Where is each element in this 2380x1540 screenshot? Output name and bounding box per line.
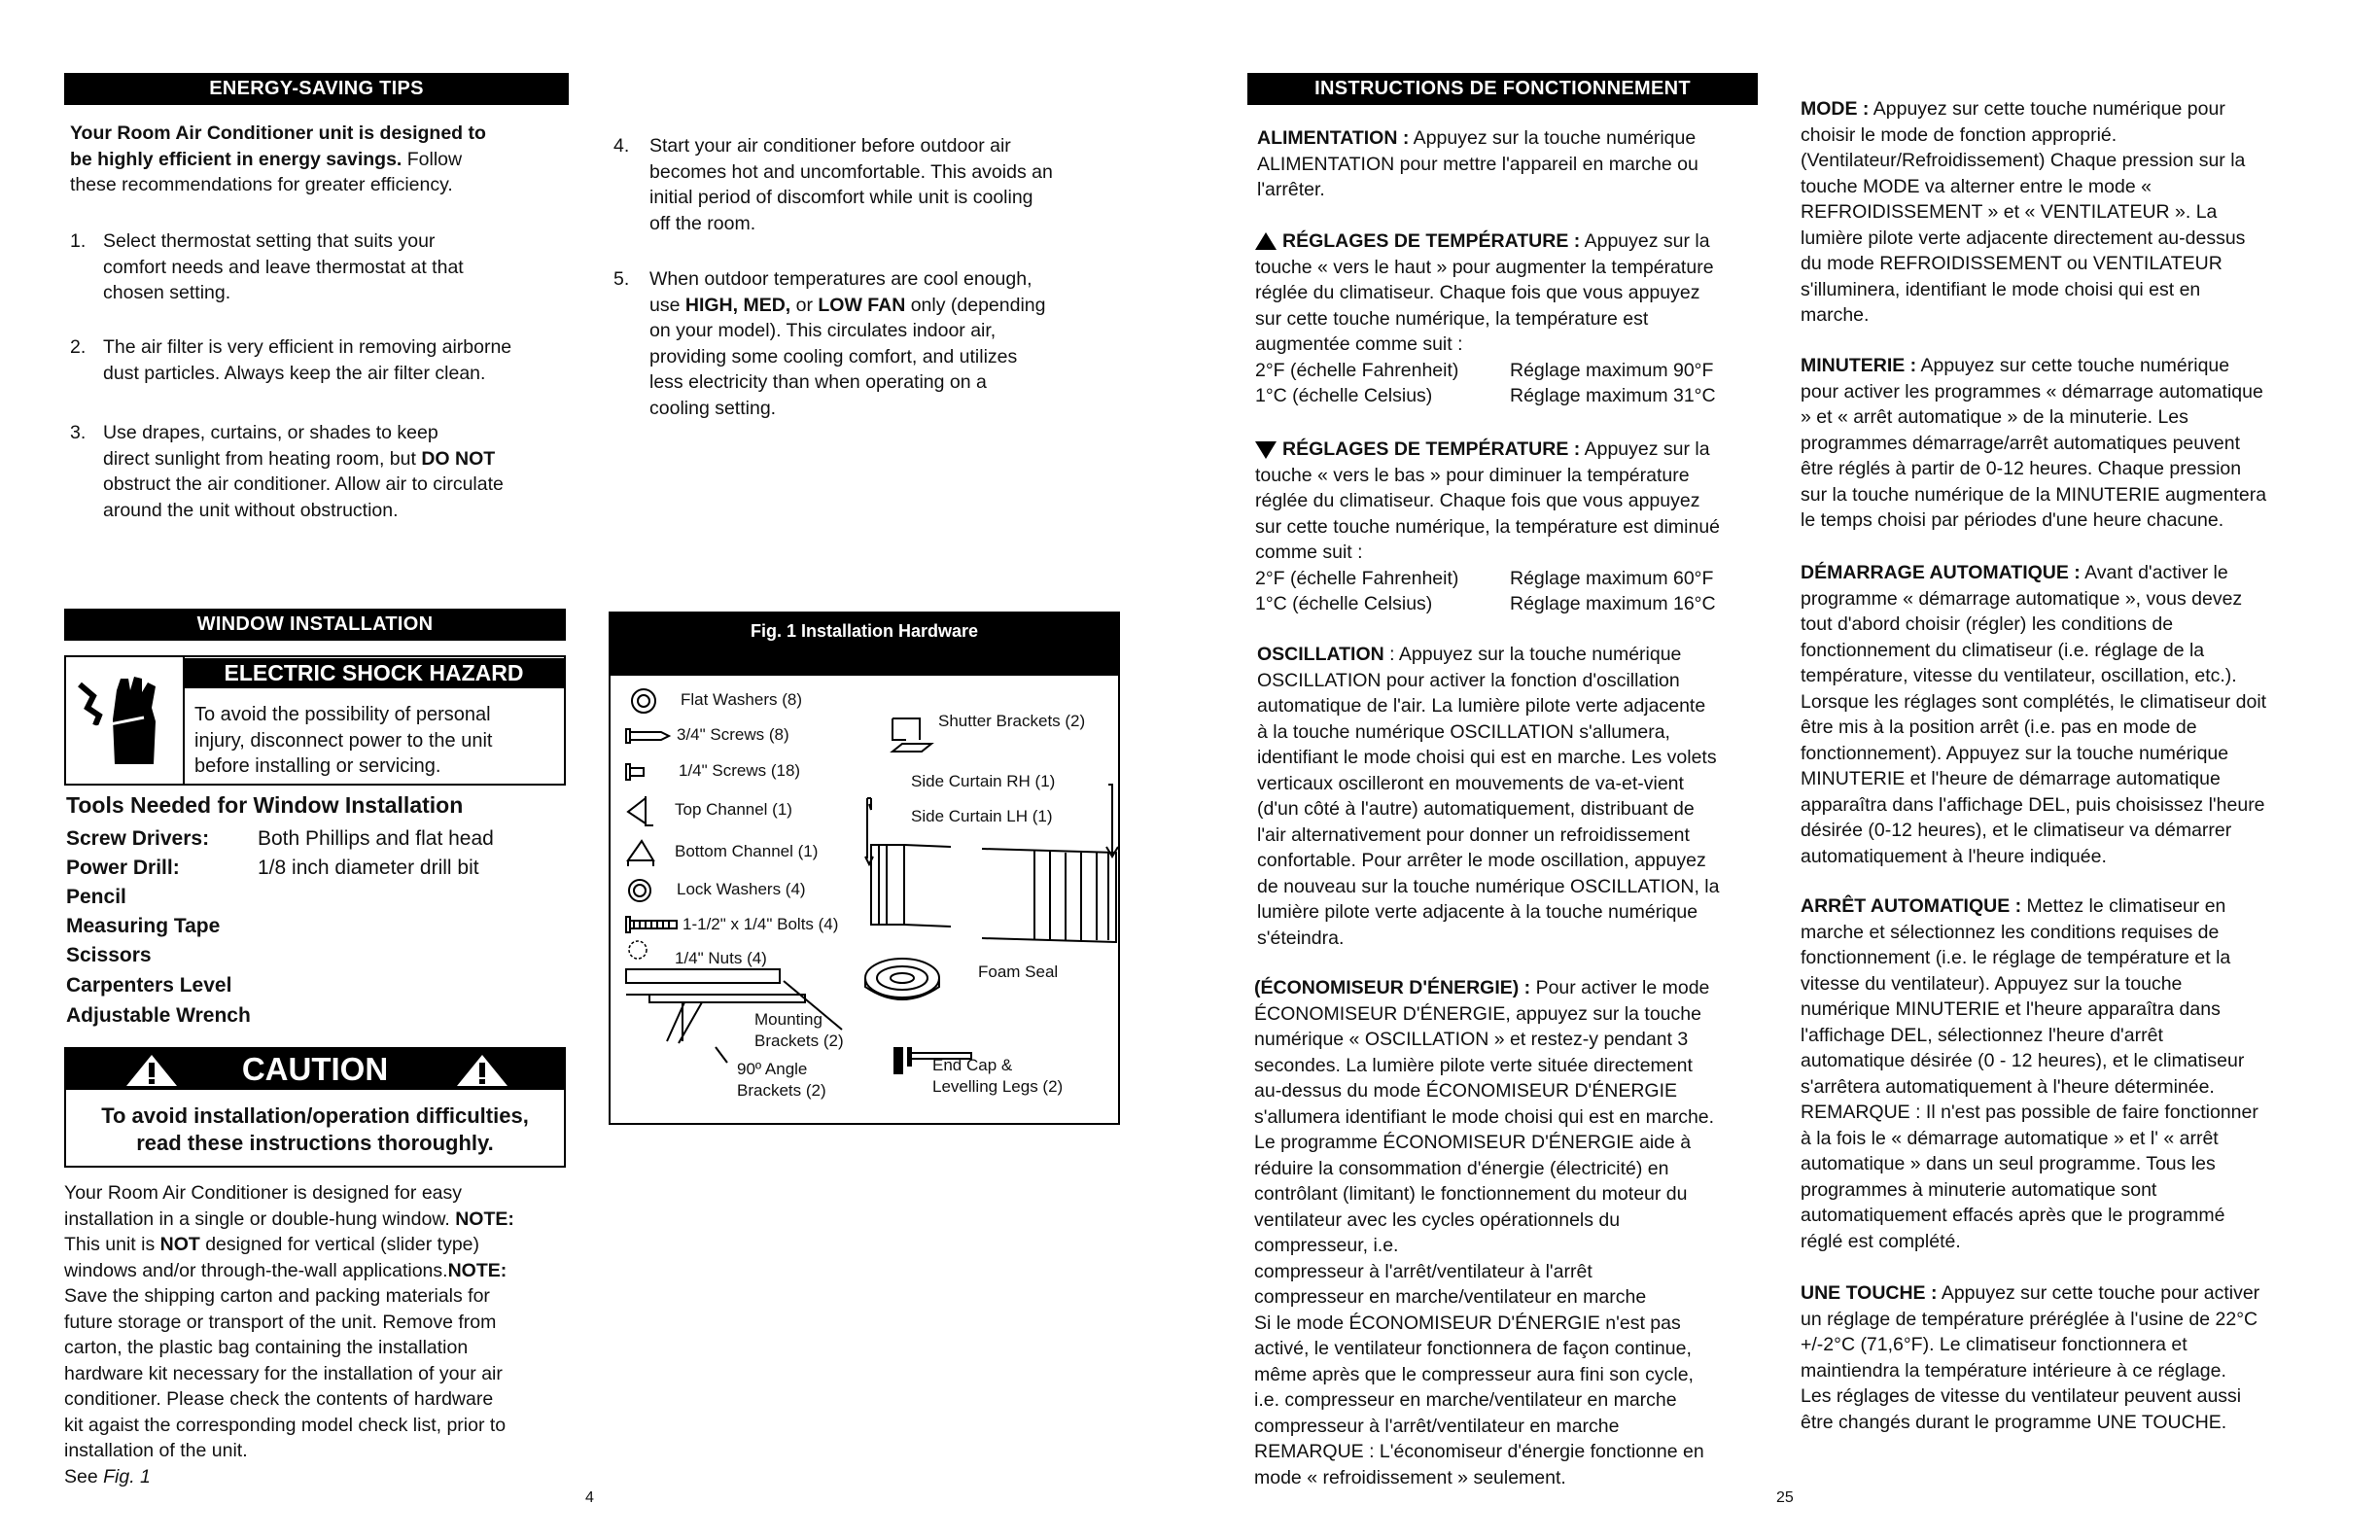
italic-text: Fig. 1 [103, 1465, 151, 1488]
section-economiseur [1254, 975, 1779, 1490]
screw-34-icon [626, 729, 669, 743]
nut-icon [629, 941, 647, 959]
caution-title: CAUTION [241, 1051, 389, 1087]
tip-number-5: 5. [613, 268, 630, 290]
warning-triangle-icon [124, 1053, 179, 1088]
up-arrow-icon [1255, 232, 1277, 250]
shock-hazard-title-band [184, 658, 564, 688]
bold-text: DÉMARRAGE AUTOMATIQUE : [1801, 562, 2081, 583]
temp-down-row [1255, 591, 1780, 617]
tool-name: Power Drill: [66, 857, 180, 879]
bold-text: NOT [159, 1234, 200, 1255]
tip-number-3: 3. [70, 422, 87, 443]
bold-text: NOTE: [447, 1259, 508, 1281]
bolt-icon [626, 917, 677, 932]
page-number-right: 25 [1776, 1489, 1794, 1506]
label-bottom-channel: Bottom Channel (1) [675, 842, 819, 860]
section-demarrage [1801, 560, 2335, 869]
section-temp-down [1255, 437, 1780, 617]
bold-text: ARRÊT AUTOMATIQUE : [1801, 895, 2022, 917]
bold-text: DO NOT [421, 447, 496, 470]
text-run: or [790, 294, 819, 316]
text-run: This unit is [64, 1234, 156, 1255]
tool-scissors: Scissors [66, 944, 152, 966]
temp-step: 2°F (échelle Fahrenheit) [1255, 567, 1459, 589]
tip-4-text [649, 133, 1126, 236]
page-number-left: 4 [585, 1489, 594, 1506]
text-run: Save the shipping carton and packing materials for future storage or transport of the unit. Remove from carton, the plastic bag containing the installation hardware kit necessary for the installation of your air conditioner. Please check the contents of hardware kit agaist the corresponding model check list, prior to installation of the unit. See [64, 1285, 507, 1488]
section-temp-up [1255, 228, 1780, 409]
text-run: Your Room Air Conditioner is designed for easy installation in a single or double-hung window. [64, 1182, 463, 1230]
text-run: only (depending on your model). This circulates indoor air, providing some cooling comfort, and utilizes less electricity than when operating on a cooling setting. [649, 294, 1046, 419]
tip-2-text [103, 334, 579, 386]
temp-up-text [1255, 228, 1780, 358]
tip-number-4: 4. [613, 135, 630, 157]
tool-pencil: Pencil [66, 886, 126, 908]
temp-down-text [1255, 437, 1780, 566]
text-run: Appuyez sur cette touche numérique pour choisir le mode de fonction approprié. (Ventilateur/Refroidissement) Chaque pression sur la touche MODE va alterner entre le mode « REFROIDISSEMENT » et « VENTILATEUR ». La lumière pilote verte adjacente directement au-dessus du mode REFROIDISSEMENT ou VENTILATEUR s'illuminera, identifiant le mode choisi qui est en marche. [1801, 98, 2246, 326]
text-run: Use drapes, curtains, or shades to keep direct sunlight from heating room, but [103, 422, 438, 470]
tools-heading: Tools Needed for Window Installation [66, 792, 464, 818]
window-installation-title: WINDOW INSTALLATION [196, 613, 434, 635]
lock-washer-icon [629, 880, 650, 901]
text-run: : Appuyez sur la touche numérique OSCILLATION pour activer la fonction d'oscillation automatique de l'air. La lumière pilote verte adjacente à la touche numérique OSCILLATION s'allumera, identifiant le mode choisi qui est en marche. Les volets verticaux oscilleront en mouvements de va-et-vient (d'un côté à l'autre) automatiquement, distribuant de l'air alternativement pour donner un refroidissement confortable. Pour arrêter le mode oscillation, appuyez de nouveau sur la touche numérique OSCILLATION, la lumière pilote verte adjacente à la touche numérique s'éteindra. [1257, 644, 1720, 949]
tool-screw-drivers [66, 827, 494, 851]
tool-carpenters-level: Carpenters Level [66, 974, 232, 997]
warning-triangle-icon [455, 1053, 509, 1088]
bold-text: MODE : [1801, 98, 1870, 120]
label-side-curtain-rh: Side Curtain RH (1) [911, 772, 1056, 790]
section-alimentation [1257, 125, 1782, 203]
bold-text: OSCILLATION [1257, 644, 1384, 665]
screw-14-icon [626, 764, 644, 780]
window-installation-body [64, 1180, 579, 1489]
text-run: Select thermostat setting that suits your comfort needs and leave thermostat at that chosen setting. [103, 230, 464, 303]
instructions-title: INSTRUCTIONS DE FONCTIONNEMENT [1314, 78, 1691, 99]
text-run: Appuyez sur la touche « vers le haut » pour augmenter la température réglée du climatiseur. Chaque fois que vous appuyez sur cette touche numérique, la température est augmentée comme suit : [1255, 230, 1714, 355]
caution-box [64, 1047, 566, 1168]
text-run: Appuyez sur la touche numérique ALIMENTATION pour mettre l'appareil en marche ou l'arrêter. [1257, 127, 1698, 200]
bold-text: RÉGLAGES DE TEMPÉRATURE : [1282, 230, 1581, 252]
text-run: obstruct the air conditioner. Allow air to circulate around the unit without obstruction. [103, 473, 504, 521]
temp-up-row [1255, 383, 1780, 409]
label-34-screws: 3/4" Screws (8) [677, 725, 789, 744]
text-run: Appuyez sur cette touche pour activer un réglage de température préréglée à l'usine de 22°C +/-2°C (71,6°F). Le climatiseur fonctionnera et maintiendra la température intérieure à ce réglage. Les réglages de vitesse du ventilateur peuvent aussi être changés durant le programme UNE TOUCHE. [1801, 1282, 2260, 1433]
section-oscillation [1257, 642, 1782, 951]
tool-power-drill [66, 857, 479, 880]
bold-text: ALIMENTATION : [1257, 127, 1410, 149]
label-nuts: 1/4" Nuts (4) [675, 949, 767, 967]
label-shutter-brackets: Shutter Brackets (2) [938, 712, 1086, 730]
bottom-channel-icon [628, 841, 653, 866]
flat-washer-icon [632, 689, 655, 713]
label-mounting-brackets: Mounting Brackets (2) [754, 1010, 844, 1050]
instructions-header [1247, 73, 1758, 105]
tool-detail: 1/8 inch diameter drill bit [258, 857, 479, 879]
tool-name: Screw Drivers: [66, 827, 210, 850]
top-channel-icon [628, 796, 653, 825]
shock-hazard-text: To avoid the possibility of personal injury, disconnect power to the unit before installing or servicing. [194, 704, 493, 777]
text-run: designed for vertical (slider type) windows and/or through-the-wall applications. [64, 1234, 480, 1281]
energy-intro [70, 121, 576, 198]
label-side-curtain-lh: Side Curtain LH (1) [911, 807, 1053, 825]
section-mode [1801, 96, 2335, 329]
label-bolts: 1-1/2" x 1/4" Bolts (4) [682, 915, 839, 933]
shock-hazard-title: ELECTRIC SHOCK HAZARD [224, 660, 524, 685]
tip-3-text [103, 420, 579, 523]
label-flat-washers: Flat Washers (8) [681, 690, 803, 709]
label-top-channel: Top Channel (1) [675, 800, 792, 819]
tip-5-text [649, 266, 1126, 421]
energy-saving-tips-title: ENERGY-SAVING TIPS [209, 78, 424, 99]
temp-down-row [1255, 566, 1780, 592]
temp-step: 1°C (échelle Celsius) [1255, 593, 1433, 614]
shock-hazard-icon [66, 657, 185, 784]
temp-step: 2°F (échelle Fahrenheit) [1255, 359, 1459, 381]
text-run: Follow these recommendations for greater efficiency. [70, 148, 463, 195]
section-arret [1801, 893, 2335, 1254]
bold-text: NOTE: [455, 1208, 514, 1230]
label-foam-seal: Foam Seal [978, 962, 1059, 981]
label-lock-washers: Lock Washers (4) [677, 880, 806, 898]
bold-text: Your Room Air Conditioner unit is designed to be highly efficient in energy savings. [70, 122, 486, 170]
bold-text: LOW FAN [818, 294, 906, 316]
down-arrow-icon [1255, 441, 1277, 459]
temp-max: Réglage maximum 31°C [1510, 385, 1716, 406]
tool-measuring-tape: Measuring Tape [66, 915, 221, 937]
label-14-screws: 1/4" Screws (18) [679, 761, 801, 780]
shutter-bracket-icon [892, 718, 931, 752]
tool-detail: Both Phillips and flat head [258, 827, 494, 850]
temp-max: Réglage maximum 60°F [1510, 567, 1714, 589]
text-run: When outdoor temperatures are cool enough, use [649, 268, 1032, 316]
tip-1-text [103, 228, 579, 306]
temp-max: Réglage maximum 16°C [1510, 593, 1716, 614]
energy-saving-tips-header [64, 73, 569, 105]
label-end-cap: End Cap & Levelling Legs (2) [932, 1056, 1064, 1096]
bold-text: MINUTERIE : [1801, 355, 1917, 376]
label-angle-brackets: 90º Angle Brackets (2) [737, 1060, 826, 1100]
temp-step: 1°C (échelle Celsius) [1255, 385, 1433, 406]
electric-shock-hazard-box [64, 655, 566, 786]
caution-text: To avoid installation/operation difficulties, read these instructions thoroughly. [101, 1103, 529, 1155]
tool-adjustable-wrench: Adjustable Wrench [66, 1004, 251, 1027]
text-run: Appuyez sur la touche « vers le bas » pour diminuer la température réglée du climatiseur. Chaque fois que vous appuyez sur cette touche numérique, la température est diminué comme suit : [1255, 438, 1721, 563]
bold-text: (ÉCONOMISEUR D'ÉNERGIE) : [1254, 977, 1531, 998]
window-installation-header [64, 609, 566, 641]
text-run: Start your air conditioner before outdoor air becomes hot and uncomfortable. This avoids an initial period of discomfort while unit is cooling off the room. [649, 135, 1053, 234]
bold-text: UNE TOUCHE : [1801, 1282, 1938, 1304]
text-run: Mettez le climatiseur en marche et sélectionnez les conditions requises de fonctionnement (i.e. le réglage de température et la vitesse du ventilateur). Appuyez sur la touche numérique MINUTERIE et l'heure apparaîtra dans l'affichage DEL, sélectionnez l'heure d'arrêt automatique désirée (0 - 12 heures), et le climatiseur s'arrêtera automatiquement à l'heure déterminée. REMARQUE : Il n'est pas possible de faire fonctionner à la fois le « démarrage automatique » et l' « arrêt automatique » dans un seul programme. Tous les programmes à minuterie automatique sont automatiquement effacés après que le programmé réglé est complété. [1801, 895, 2258, 1252]
bold-text: HIGH, MED, [684, 294, 791, 316]
fig1-installation-hardware [609, 612, 1120, 1125]
text-run: The air filter is very efficient in removing airborne dust particles. Always keep the air filter clean. [103, 336, 512, 384]
text-run: Appuyez sur cette touche numérique pour activer les programmes « démarrage automatique » et « arrêt automatique » de la minuterie. Les programmes démarrage/arrêt automatiques peuvent être réglés à partir de 0-12 heures. Chaque pression sur la touche numérique de la MINUTERIE augmentera le temps choisi par périodes d'une heure chacune. [1801, 355, 2267, 531]
temp-max: Réglage maximum 90°F [1510, 359, 1714, 381]
section-une-touche [1801, 1280, 2335, 1435]
fig1-title: Fig. 1 Installation Hardware [750, 621, 979, 641]
bold-text: RÉGLAGES DE TEMPÉRATURE : [1282, 438, 1581, 460]
text-run: Avant d'activer le programme « démarrage automatique », vous devez tout d'abord choisir (régler) les conditions de fonctionnement du climatiseur (i.e. réglage de la température, vitesse du ventilateur, oscillation, etc.). Lorsque les réglages sont complétés, le climatiseur doit être mis à la position arrêt (i.e. pas en mode de fonctionnement). Appuyez sur la touche numérique MINUTERIE et l'heure de démarrage automatique apparaîtra dans l'affichage DEL, puis choisissez l'heure désirée (0-12 heures), et le climatiseur va démarrer automatiquement à l'heure indiquée. [1801, 562, 2267, 867]
section-minuterie [1801, 353, 2335, 534]
foam-seal-icon [865, 959, 939, 999]
tip-number-2: 2. [70, 336, 87, 358]
temp-up-row [1255, 358, 1780, 384]
text-run: Pour activer le mode ÉCONOMISEUR D'ÉNERGIE, appuyez sur la touche numérique « OSCILLATION » et restez-y pendant 3 secondes. La lumière pilote verte située directement au-dessus du mode ÉCONOMISEUR D'ÉNERGIE s'allumera identifiant le mode choisi qui est en marche. Le programme ÉCONOMISEUR D'ÉNERGIE aide à réduire la consommation d'énergie (électricité) en contrôlant (limitant) le fonctionnement du moteur du ventilateur avec les cycles opérationnels du compresseur, i.e. compresseur à l'arrêt/ventilateur à l'arrêt compresseur en marche/ventilateur en marche Si le mode ÉCONOMISEUR D'ÉNERGIE n'est pas activé, le ventilateur fonctionnera de façon continue, même après que le compresseur aura fini son cycle, i.e. compresseur en marche/ventilateur en marche compresseur à l'arrêt/ventilateur en marche REMARQUE : L'économiseur d'énergie fonctionne en mode « refroidissement » seulement. [1254, 977, 1715, 1488]
tip-number-1: 1. [70, 230, 87, 252]
